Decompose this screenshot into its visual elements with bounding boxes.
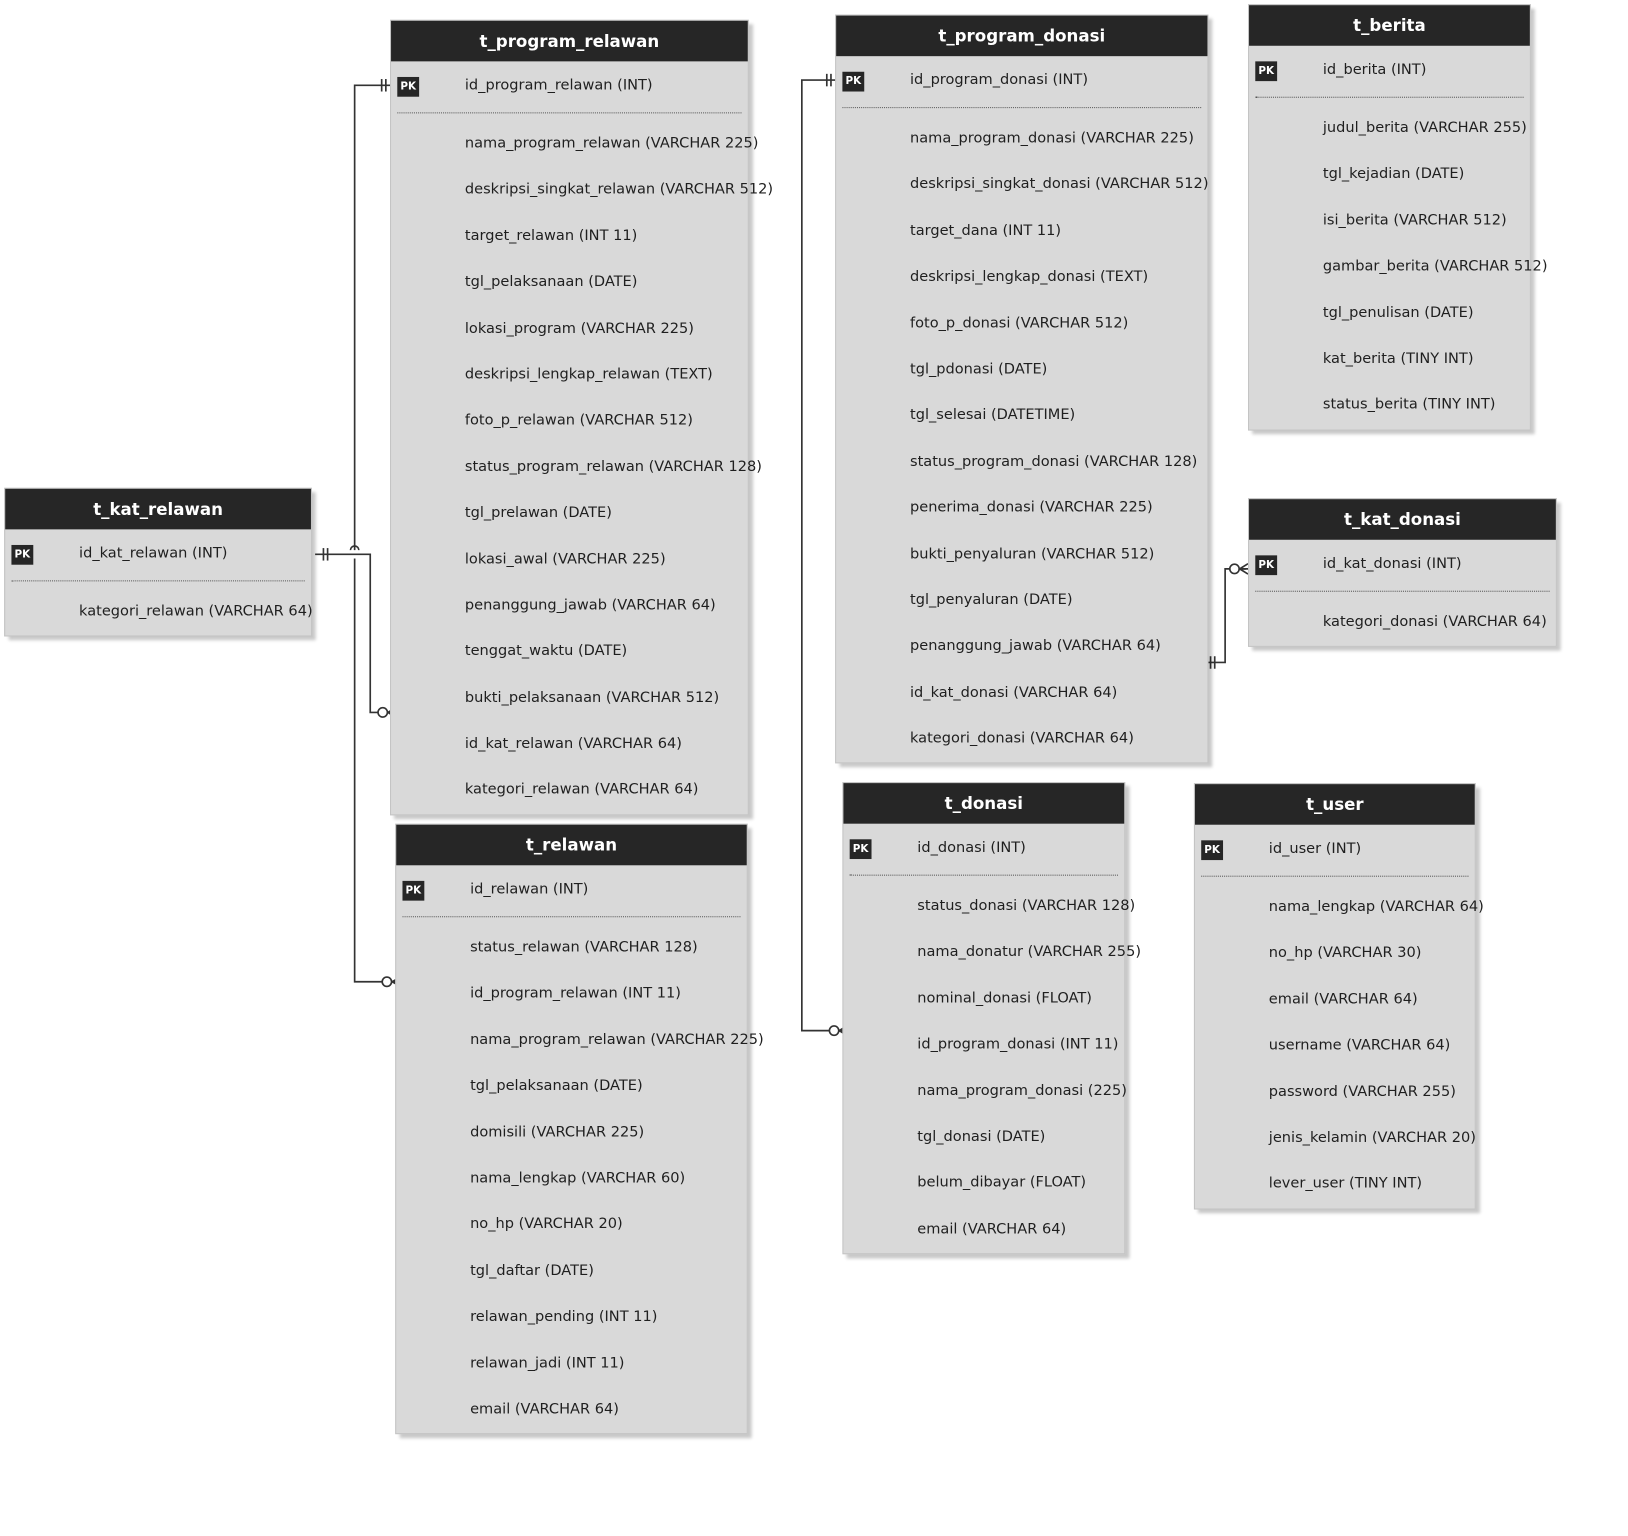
entity-t-relawan[interactable]: [395, 824, 764, 1435]
t-kat-donasi-pk-field: id_kat_donasi (INT): [1322, 555, 1462, 572]
field-label: no_hp (VARCHAR 20): [470, 1216, 623, 1233]
field-row[interactable]: [843, 1115, 1124, 1161]
field-row[interactable]: [391, 306, 748, 352]
field-row[interactable]: [836, 301, 1207, 347]
field-row[interactable]: [1249, 152, 1530, 198]
field-row[interactable]: [836, 670, 1207, 716]
t-program-relawan-field-list: [391, 113, 774, 814]
field-row[interactable]: [1195, 931, 1475, 977]
field-row[interactable]: [391, 768, 748, 814]
field-label: tgl_pdonasi (DATE): [909, 360, 1048, 378]
field-row[interactable]: [1195, 885, 1484, 931]
pk-badge: PK: [11, 545, 33, 565]
t-berita-title: t_berita: [1249, 5, 1530, 46]
field-label: email (VARCHAR 64): [917, 1220, 1067, 1238]
field-row[interactable]: [396, 1156, 746, 1202]
field-row[interactable]: [1249, 337, 1530, 383]
field-row[interactable]: [836, 209, 1207, 255]
field-label: nama_program_relawan (VARCHAR 225): [470, 1031, 764, 1049]
field-row[interactable]: [5, 590, 311, 636]
field-label: id_program_donasi (INT 11): [917, 1036, 1119, 1053]
field-row[interactable]: [1195, 1024, 1475, 1070]
t-berita-pk-row[interactable]: [1249, 46, 1530, 97]
field-label: tgl_pelaksanaan (DATE): [470, 1077, 643, 1095]
field-row[interactable]: [1195, 1070, 1475, 1116]
t-program-relawan-title: t_program_relawan: [391, 21, 748, 62]
field-row[interactable]: [396, 1064, 746, 1110]
field-label: kategori_relawan (VARCHAR 64): [79, 603, 313, 620]
field-row[interactable]: [836, 163, 1207, 209]
field-row[interactable]: [1249, 245, 1548, 291]
field-row[interactable]: [396, 1341, 746, 1387]
field-row[interactable]: [836, 624, 1207, 670]
field-label: id_kat_relawan (VARCHAR 64): [464, 735, 682, 753]
entity-t-berita[interactable]: [1248, 4, 1548, 430]
field-row[interactable]: [843, 1022, 1124, 1068]
field-row[interactable]: [836, 486, 1207, 532]
field-label: nama_lengkap (VARCHAR 60): [470, 1169, 686, 1187]
t-program-donasi-pk-row[interactable]: [836, 56, 1207, 107]
field-label: status_berita (TINY INT): [1322, 396, 1496, 414]
field-label: penanggung_jawab (VARCHAR 64): [909, 637, 1161, 655]
field-row[interactable]: [391, 353, 748, 399]
field-row[interactable]: [391, 260, 748, 306]
t-program-donasi-field-list: [836, 108, 1207, 763]
t-program-donasi-pk-field: id_program_donasi (INT): [909, 71, 1089, 89]
field-label: status_program_relawan (VARCHAR 128): [464, 458, 762, 476]
field-label: lokasi_awal (VARCHAR 225): [464, 550, 666, 568]
t-kat-relawan-pk-row[interactable]: [5, 529, 311, 580]
pk-badge: PK: [1255, 555, 1277, 575]
field-label: email (VARCHAR 64): [1268, 990, 1418, 1008]
field-row[interactable]: [396, 1295, 746, 1341]
t-kat-relawan-pk-field: id_kat_relawan (INT): [79, 544, 228, 562]
t-user-field-list: [1195, 877, 1484, 1208]
entity-t-user[interactable]: [1194, 783, 1484, 1209]
field-row[interactable]: [843, 1207, 1124, 1253]
field-label: tgl_donasi (DATE): [917, 1128, 1046, 1145]
field-label: status_donasi (VARCHAR 128): [917, 897, 1136, 915]
field-row[interactable]: [843, 1069, 1127, 1115]
pk-badge: PK: [1255, 61, 1277, 81]
field-row[interactable]: [391, 722, 748, 768]
pk-badge: PK: [402, 881, 424, 901]
field-row[interactable]: [843, 884, 1136, 930]
t-relawan-pk-row[interactable]: [396, 865, 746, 916]
field-row[interactable]: [843, 930, 1142, 976]
field-label: nama_lengkap (VARCHAR 64): [1268, 898, 1484, 916]
field-label: id_program_relawan (INT 11): [470, 985, 681, 1002]
field-row[interactable]: [836, 347, 1207, 393]
t-kat-relawan-title: t_kat_relawan: [5, 489, 311, 530]
pk-badge: PK: [397, 77, 419, 97]
pk-badge: PK: [842, 72, 864, 92]
field-row[interactable]: [1195, 1162, 1475, 1208]
field-label: nama_program_donasi (225): [917, 1082, 1127, 1099]
t-kat-relawan-field-list: [5, 581, 311, 635]
field-label: isi_berita (VARCHAR 512): [1322, 211, 1507, 229]
entity-t-program-relawan[interactable]: [390, 20, 774, 815]
field-label: penanggung_jawab (VARCHAR 64): [464, 596, 716, 614]
field-label: jenis_kelamin (VARCHAR 20): [1268, 1129, 1476, 1147]
field-row[interactable]: [836, 255, 1207, 301]
field-label: deskripsi_singkat_donasi (VARCHAR 512): [909, 176, 1209, 193]
field-label: deskripsi_lengkap_donasi (TEXT): [909, 268, 1149, 286]
field-label: kategori_donasi (VARCHAR 64): [909, 730, 1134, 747]
field-row[interactable]: [1249, 600, 1556, 646]
t-berita-pk-field: id_berita (INT): [1322, 61, 1427, 78]
field-row[interactable]: [391, 630, 748, 676]
t-user-pk-field: id_user (INT): [1268, 840, 1362, 857]
field-label: kategori_relawan (VARCHAR 64): [464, 781, 699, 799]
field-row[interactable]: [396, 1203, 746, 1249]
t-kat-donasi-pk-row[interactable]: [1249, 540, 1556, 591]
field-label: status_relawan (VARCHAR 128): [470, 939, 698, 956]
entity-t-program-donasi[interactable]: [835, 15, 1208, 764]
field-row[interactable]: [391, 583, 748, 629]
field-row[interactable]: [843, 976, 1124, 1022]
t-donasi-title: t_donasi: [843, 783, 1124, 824]
t-program-relawan-pk-row[interactable]: [391, 61, 748, 112]
field-row[interactable]: [836, 578, 1207, 624]
field-label: penerima_donasi (VARCHAR 225): [909, 499, 1153, 516]
field-row[interactable]: [391, 214, 748, 260]
field-label: foto_p_relawan (VARCHAR 512): [464, 412, 693, 429]
t-kat-donasi-field-list: [1249, 592, 1556, 646]
field-label: nama_program_relawan (VARCHAR 225): [464, 135, 759, 152]
t-berita-field-list: [1249, 98, 1548, 429]
field-label: nominal_donasi (FLOAT): [917, 989, 1092, 1007]
field-label: tgl_daftar (DATE): [470, 1262, 594, 1279]
t-relawan-title: t_relawan: [396, 825, 746, 866]
field-label: belum_dibayar (FLOAT): [917, 1174, 1087, 1192]
field-label: relawan_jadi (INT 11): [470, 1354, 625, 1372]
field-label: tgl_penyaluran (DATE): [909, 591, 1073, 609]
field-label: tenggat_waktu (DATE): [464, 643, 628, 660]
field-label: foto_p_donasi (VARCHAR 512): [909, 314, 1129, 332]
field-row[interactable]: [1195, 1116, 1475, 1162]
field-label: gambar_berita (VARCHAR 512): [1322, 258, 1548, 275]
field-row[interactable]: [836, 717, 1207, 763]
field-label: no_hp (VARCHAR 30): [1268, 944, 1422, 962]
field-label: lokasi_program (VARCHAR 225): [464, 319, 694, 337]
field-row[interactable]: [396, 1249, 746, 1295]
field-row[interactable]: [391, 399, 748, 445]
field-label: tgl_prelawan (DATE): [464, 504, 612, 522]
field-label: deskripsi_singkat_relawan (VARCHAR 512): [464, 181, 774, 199]
field-row[interactable]: [843, 1161, 1124, 1207]
field-label: id_kat_donasi (VARCHAR 64): [909, 683, 1118, 701]
field-row[interactable]: [396, 926, 746, 972]
field-label: target_dana (INT 11): [909, 222, 1062, 239]
field-label: nama_program_donasi (VARCHAR 225): [909, 130, 1194, 147]
entity-t-kat-donasi[interactable]: [1248, 498, 1557, 647]
t-relawan-field-list: [396, 917, 764, 1433]
t-donasi-pk-field: id_donasi (INT): [917, 839, 1026, 856]
t-user-title: t_user: [1195, 784, 1475, 825]
field-label: nama_donatur (VARCHAR 255): [917, 943, 1142, 961]
field-row[interactable]: [1249, 106, 1530, 152]
field-label: domisili (VARCHAR 225): [470, 1123, 645, 1141]
field-row[interactable]: [396, 1018, 764, 1064]
field-label: tgl_pelaksanaan (DATE): [464, 273, 638, 291]
t-program-relawan-pk-field: id_program_relawan (INT): [464, 76, 653, 94]
t-program-donasi-title: t_program_donasi: [836, 16, 1207, 57]
field-label: status_program_donasi (VARCHAR 128): [909, 453, 1198, 470]
pk-badge: PK: [1201, 840, 1223, 860]
entity-t-kat-relawan[interactable]: [4, 488, 312, 637]
field-row[interactable]: [391, 445, 762, 491]
field-label: deskripsi_lengkap_relawan (TEXT): [464, 366, 713, 383]
t-donasi-field-list: [843, 876, 1142, 1254]
field-row[interactable]: [1249, 383, 1530, 429]
field-label: bukti_pelaksanaan (VARCHAR 512): [464, 689, 720, 706]
field-row[interactable]: [396, 1110, 746, 1156]
field-label: tgl_kejadian (DATE): [1322, 165, 1465, 183]
t-relawan-pk-field: id_relawan (INT): [470, 880, 589, 898]
field-row[interactable]: [391, 491, 748, 537]
field-label: username (VARCHAR 64): [1268, 1037, 1451, 1054]
field-row[interactable]: [391, 676, 748, 722]
field-label: tgl_penulisan (DATE): [1322, 304, 1474, 321]
field-row[interactable]: [391, 168, 774, 214]
field-label: lever_user (TINY INT): [1268, 1175, 1423, 1193]
t-kat-donasi-title: t_kat_donasi: [1249, 499, 1556, 540]
t-donasi-pk-row[interactable]: [843, 824, 1124, 875]
field-row[interactable]: [836, 393, 1207, 439]
field-label: relawan_pending (INT 11): [470, 1308, 658, 1326]
relationship-kat-relawan-to-program-relawan: [315, 548, 396, 718]
field-label: target_relawan (INT 11): [464, 227, 638, 245]
pk-badge: PK: [850, 839, 872, 859]
field-row[interactable]: [836, 116, 1207, 162]
field-row[interactable]: [396, 1387, 746, 1433]
field-label: judul_berita (VARCHAR 255): [1322, 119, 1527, 137]
field-label: kat_berita (TINY INT): [1322, 350, 1474, 368]
field-row[interactable]: [1249, 198, 1530, 244]
field-row[interactable]: [396, 972, 746, 1018]
relationship-kat-donasi-to-program-donasi: [1204, 564, 1248, 669]
entity-t-donasi[interactable]: [842, 782, 1142, 1254]
field-label: email (VARCHAR 64): [470, 1400, 619, 1418]
field-row[interactable]: [391, 537, 748, 583]
field-label: tgl_selesai (DATETIME): [909, 406, 1076, 424]
field-row[interactable]: [391, 122, 759, 168]
t-user-pk-row[interactable]: [1195, 825, 1475, 876]
field-row[interactable]: [836, 532, 1207, 578]
field-label: password (VARCHAR 255): [1268, 1083, 1456, 1100]
field-label: bukti_penyaluran (VARCHAR 512): [909, 545, 1155, 563]
field-row[interactable]: [836, 440, 1207, 486]
field-row[interactable]: [1249, 291, 1530, 337]
field-row[interactable]: [1195, 977, 1475, 1023]
field-label: kategori_donasi (VARCHAR 64): [1322, 613, 1547, 631]
